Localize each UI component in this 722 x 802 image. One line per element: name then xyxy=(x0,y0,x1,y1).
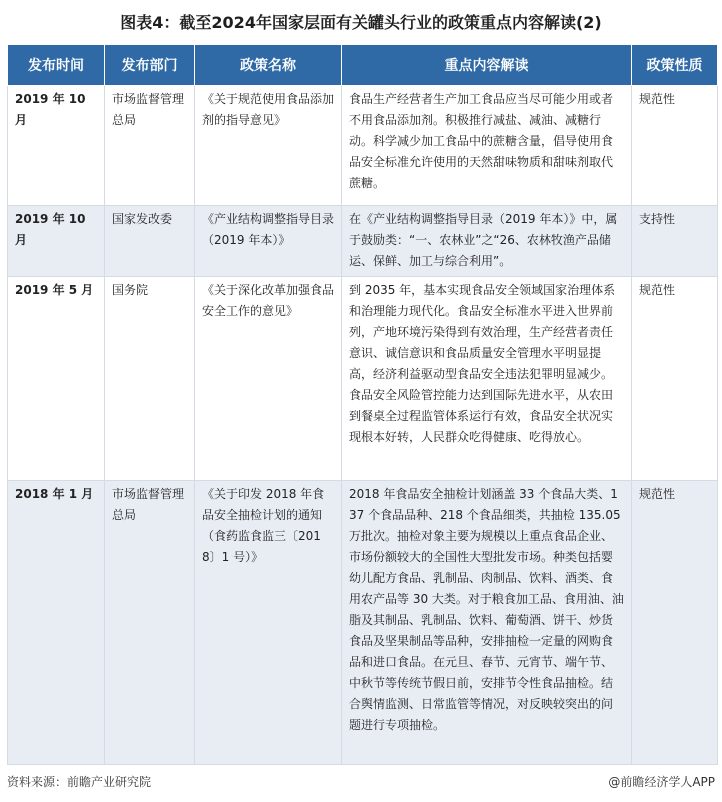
table-row xyxy=(8,206,718,277)
cell-nature: 规范性 xyxy=(632,481,718,765)
table-row xyxy=(8,86,718,206)
cell-department: 国家发改委 xyxy=(105,206,195,277)
cell-date: 2019 年 10 月 xyxy=(8,206,105,277)
cell-content: 到 2035 年，基本实现食品安全领域国家治理体系和治理能力现代化。食品安全标准水平进入世界前列，产地环境污染得到有效治理，生产经营者责任意识、诚信意识和食品质量安全管理水平明显提高，经济利益驱动型食品安全违法犯罪明显减少。食品安全风险管控能力达到国际先进水平，从农田到餐桌全过程监管体系运行有效，食品安全状况实现根本好转，人民群众吃得健康、吃得放心。 xyxy=(342,277,632,481)
cell-content: 2018 年食品安全抽检计划涵盖 33 个食品大类、137 个食品品种、218 个食品细类，共抽检 135.05 万批次。抽检对象主要为规模以上重点食品企业、市场份额较大的全国性大型批发市场。种类包括婴幼儿配方食品、乳制品、肉制品、饮料、酒类、食用农产品等 30 大类。对于粮食加工品、食用油、油脂及其制品、乳制品、饮料、葡萄酒、饼干、炒货食品及坚果制品等品种，安排抽检一定量的网购食品和进口食品。在元旦、春节、元宵节、端午节、中秋节等传统节假日前，安排节令性食品抽检。结合舆情监测、日常监管等情况，对反映较突出的问题进行专项抽检。 xyxy=(342,481,632,765)
cell-nature: 规范性 xyxy=(632,86,718,206)
cell-department: 市场监督管理总局 xyxy=(105,481,195,765)
source-note: 资料来源：前瞻产业研究院 xyxy=(7,775,152,789)
column-header-department: 发布部门 xyxy=(105,45,195,86)
cell-content: 在《产业结构调整指导目录（2019 年本）》中，属于鼓励类：“一、农林业”之“26、农林牧渔产品储运、保鲜、加工与综合利用”。 xyxy=(342,206,632,277)
cell-content: 食品生产经营者生产加工食品应当尽可能少用或者不用食品添加剂。积极推行减盐、减油、减糖行动。科学减少加工食品中的蔗糖含量，倡导使用食品安全标准允许使用的天然甜味物质和甜味剂取代蔗糖。 xyxy=(342,86,632,206)
brand-credit: @前瞻经济学人APP xyxy=(608,775,715,789)
table-row xyxy=(8,277,718,481)
cell-policy: 《关于深化改革加强食品安全工作的意见》 xyxy=(195,277,342,481)
cell-nature: 规范性 xyxy=(632,277,718,481)
column-header-content: 重点内容解读 xyxy=(342,45,632,86)
cell-nature: 支持性 xyxy=(632,206,718,277)
cell-date: 2018 年 1 月 xyxy=(8,481,105,765)
figure-title: 图表4：截至2024年国家层面有关罐头行业的政策重点内容解读(2) xyxy=(120,13,602,32)
cell-date: 2019 年 10 月 xyxy=(8,86,105,206)
column-header-policy: 政策名称 xyxy=(195,45,342,86)
cell-policy: 《产业结构调整指导目录（2019 年本）》 xyxy=(195,206,342,277)
cell-department: 国务院 xyxy=(105,277,195,481)
cell-department: 市场监督管理总局 xyxy=(105,86,195,206)
column-header-date: 发布时间 xyxy=(8,45,105,86)
cell-policy: 《关于规范使用食品添加剂的指导意见》 xyxy=(195,86,342,206)
cell-policy: 《关于印发 2018 年食品安全抽检计划的通知（食药监食监三〔2018〕1 号）》 xyxy=(195,481,342,765)
table-header-row xyxy=(8,45,718,86)
cell-date: 2019 年 5 月 xyxy=(8,277,105,481)
column-header-nature: 政策性质 xyxy=(632,45,718,86)
table-row xyxy=(8,481,718,765)
policy-table xyxy=(7,44,718,765)
